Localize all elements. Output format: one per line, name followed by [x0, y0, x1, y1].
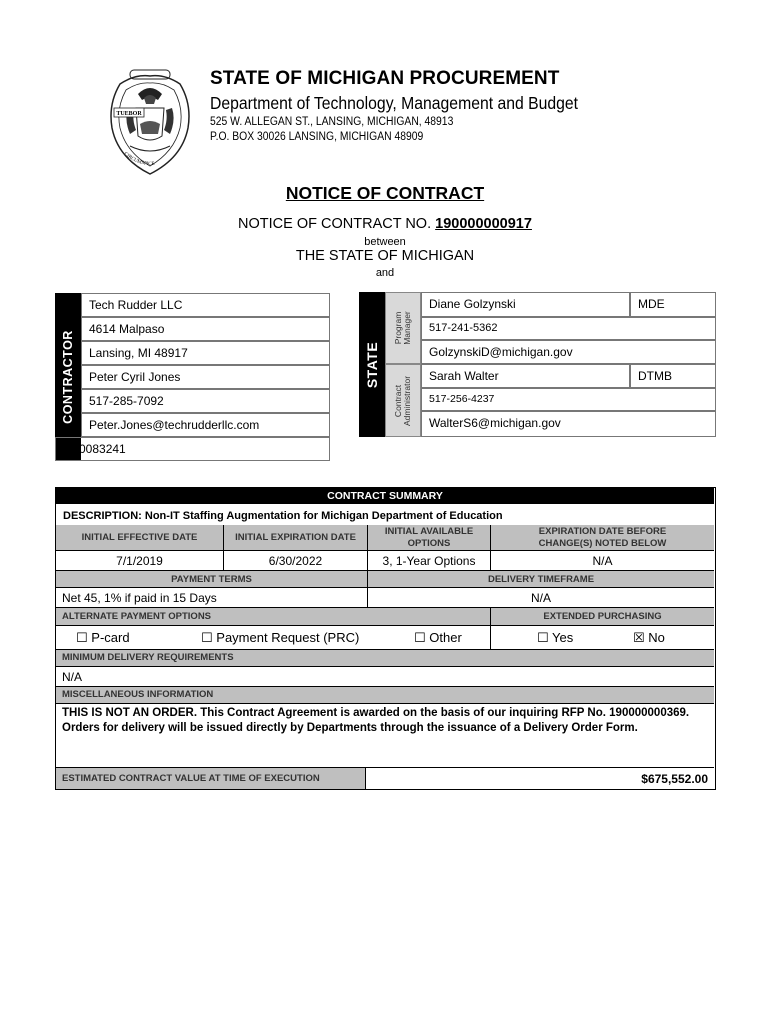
contractor-vendor-id: VS0083241	[55, 437, 330, 461]
payment-request-checkbox[interactable]: ☐ Payment Request (PRC)	[201, 630, 360, 645]
pm-email: GolzynskiD@michigan.gov	[421, 340, 716, 364]
address-line-1: 525 W. ALLEGAN ST., LANSING, MICHIGAN, 48913	[210, 116, 454, 128]
department-name: Department of Technology, Management and Budget	[210, 93, 579, 113]
ca-name: Sarah Walter	[421, 364, 630, 388]
options-header-row	[56, 608, 714, 626]
effective-date: 7/1/2019	[56, 551, 224, 570]
contractor-side-label: CONTRACTOR	[55, 293, 81, 461]
between-text: between	[364, 236, 406, 248]
payment-terms-label: PAYMENT TERMS	[56, 571, 368, 587]
pcard-checkbox[interactable]: ☐ P-card	[76, 630, 130, 645]
description-text: DESCRIPTION: Non-IT Staffing Augmentation for Michigan Department of Education	[63, 510, 503, 522]
address-line-2: P.O. BOX 30026 LANSING, MICHIGAN 48909	[210, 131, 424, 143]
state-side-label: STATE	[359, 292, 385, 437]
contractor-city: Lansing, MI 48917	[81, 341, 330, 365]
header-expiration-before-change: EXPIRATION DATE BEFORE CHANGE(S) NOTED BELOW	[538, 525, 667, 549]
options-row	[56, 626, 714, 650]
delivery-timeframe-label: DELIVERY TIMEFRAME	[487, 573, 595, 585]
notice-number: 190000000917	[435, 216, 532, 232]
pm-phone: 517-241-5362	[421, 317, 716, 340]
contract-value-label: ESTIMATED CONTRACT VALUE AT TIME OF EXECUTION	[56, 768, 366, 789]
notice-number-line	[0, 216, 770, 232]
ca-email: WalterS6@michigan.gov	[421, 411, 716, 437]
summary-title: CONTRACT SUMMARY	[56, 488, 714, 504]
min-delivery: N/A	[56, 667, 714, 687]
program-manager-label: Program Manager	[385, 292, 421, 364]
notice-number-label: NOTICE OF CONTRACT NO.	[238, 216, 432, 232]
payment-terms: Net 45, 1% if paid in 15 Days	[56, 588, 368, 607]
delivery-timeframe: N/A	[530, 590, 551, 605]
seal-bottom-text: CIRCUMSPICE	[122, 151, 155, 168]
expiration-before-change: N/A	[592, 553, 613, 568]
extended-yes-checkbox[interactable]: ☐ Yes	[537, 630, 574, 645]
contract-summary-table	[55, 487, 716, 790]
pm-agency: MDE	[630, 292, 716, 317]
ca-phone: 517-256-4237	[421, 388, 716, 411]
terms-header-row	[56, 571, 714, 588]
header-expiration-date: INITIAL EXPIRATION DATE	[224, 525, 368, 550]
contractor-contact: Peter Cyril Jones	[81, 365, 330, 389]
min-delivery-label: MINIMUM DELIVERY REQUIREMENTS	[56, 650, 714, 667]
contract-value-row	[56, 768, 714, 789]
terms-value-row	[56, 588, 714, 608]
other-checkbox[interactable]: ☐ Other	[414, 630, 462, 645]
page-title: STATE OF MICHIGAN PROCUREMENT	[210, 68, 560, 89]
header-effective-date: INITIAL EFFECTIVE DATE	[56, 525, 224, 550]
notice-title: NOTICE OF CONTRACT	[285, 183, 485, 203]
seal-motto: TUEBOR	[116, 111, 142, 117]
header-available-options: INITIAL AVAILABLE OPTIONS	[368, 525, 491, 550]
state-party: THE STATE OF MICHIGAN	[295, 248, 475, 264]
dates-header-row	[56, 525, 714, 551]
extended-no-checkbox[interactable]: ☒ No	[633, 630, 665, 645]
contractor-street: 4614 Malpaso	[81, 317, 330, 341]
misc-info: THIS IS NOT AN ORDER. This Contract Agreement is awarded on the basis of our inquiring RFP No. 190000000369. Orders for delivery will be issued directly by Departments through the issuance of a Delivery Order Form.	[56, 704, 714, 768]
expiration-date: 6/30/2022	[224, 551, 368, 570]
ca-agency: DTMB	[630, 364, 716, 388]
misc-info-label: MISCELLANEOUS INFORMATION	[56, 687, 714, 704]
available-options: 3, 1-Year Options	[368, 551, 491, 570]
contractor-phone: 517-285-7092	[81, 389, 330, 413]
and-text: and	[375, 267, 395, 279]
michigan-seal-logo	[100, 64, 200, 180]
contractor-email: Peter.Jones@techrudderllc.com	[81, 413, 330, 437]
contract-administrator-label: Contract Administrator	[385, 364, 421, 437]
svg-text:CIRCUMSPICE	[123, 152, 155, 167]
extended-purchasing-label: EXTENDED PURCHASING	[543, 611, 662, 622]
pm-name: Diane Golzynski	[421, 292, 630, 317]
contractor-company: Tech Rudder LLC	[81, 293, 330, 317]
contract-value: $675,552.00	[641, 771, 708, 786]
alternate-payment-label: ALTERNATE PAYMENT OPTIONS	[56, 608, 491, 625]
dates-value-row	[56, 551, 714, 571]
